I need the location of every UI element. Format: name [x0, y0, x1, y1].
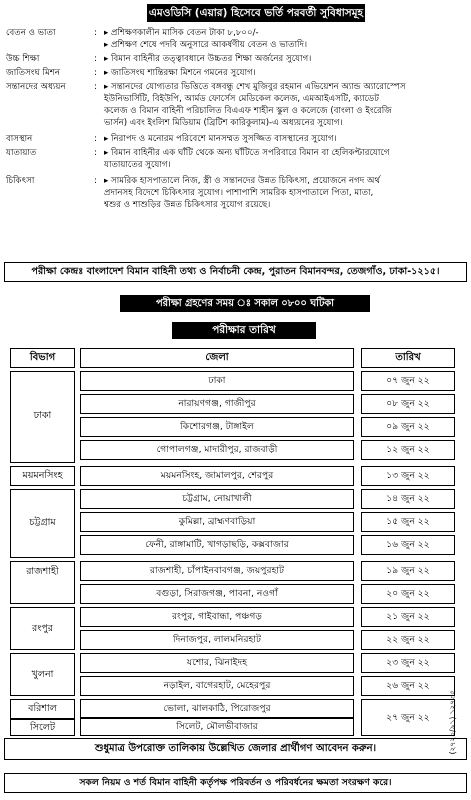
colon: : — [94, 134, 97, 144]
apply-note: শুধুমাত্র উপরোক্ত তালিকায় উল্লেখিত জেলার প্রার্থীগণ আবেদন করুন। — [94, 743, 377, 754]
division-label: রংপুর — [32, 623, 53, 634]
text-line: যাতায়াতের সুযোগ। — [104, 160, 171, 170]
bullet-line: ▸ প্রশিক্ষণকালীন মাসিক বেতন টাকা ৮,৮০০/- — [104, 28, 259, 38]
district-cell: ভোলা, ঝালকাঠি, পিরোজপুর — [80, 699, 354, 718]
footer-box — [4, 773, 467, 793]
date-cell: ১৪ জুন ২২ — [361, 489, 455, 509]
division-label: রাজশাহী — [26, 566, 59, 577]
colon: : — [94, 148, 97, 158]
date-cell: ২২ জুন ২২ — [361, 630, 455, 650]
benefit-label: বাসস্থান — [6, 134, 33, 144]
district-cell: কুমিল্লা, ব্রাহ্মণবাড়িয়া — [80, 512, 354, 532]
date-cell: ১৬ জুন ২২ — [361, 535, 455, 555]
header-date: তারিখ — [361, 348, 455, 368]
benefit-label: যাতায়াত — [6, 148, 37, 158]
benefit-text: ▸ নিরাপদ ও মনোরম পরিবেশে মানসম্মত সুসজ্জিত বাসস্থানের সুযোগ। — [104, 134, 337, 144]
district-cell: সিলেট, মৌলভীবাজার — [80, 718, 354, 736]
division-cell — [10, 653, 75, 696]
header-district: জেলা — [80, 348, 354, 368]
benefits-title: এমওডিসি (এয়ার) হিসেবে ভর্তি পরবর্তী সুবিধাসমূহ — [147, 4, 365, 22]
colon: : — [94, 28, 97, 38]
bullet-line: ▸ বিমান বাহিনীর এক ঘাঁটি থেকে অন্য ঘাঁটিতে সপরিবারে বিমান বা হেলিকপ্টারযোগে — [104, 148, 390, 158]
division-cell — [10, 607, 75, 650]
colon: : — [94, 82, 97, 92]
date-cell: ২০ জুন ২২ — [361, 584, 455, 604]
district-cell: কিশোরগঞ্জ, টাঙ্গাইল — [80, 417, 354, 437]
date-cell: ০৮ জুন ২২ — [361, 394, 455, 414]
district-cell: ফেনী, রাঙ্গামাটি, খাগড়াছড়ি, কক্সবাজার — [80, 535, 354, 555]
district-cell: নড়াইল, বাগেরহাট, মেহেরপুর — [80, 676, 354, 696]
date-cell: ১৯ জুন ২২ — [361, 561, 455, 581]
division-cell — [10, 699, 75, 719]
exam-time: পরীক্ষা গ্রহণের সময় ঃ সকাল ০৮০০ ঘটিকা — [120, 295, 370, 312]
division-label: ময়মনসিংহ — [22, 470, 63, 481]
exam-dates-title: পরীক্ষার তারিখ — [172, 322, 316, 339]
bullet-line: ▸ প্রশিক্ষণ শেষে পদবি অনুসারে আকর্ষণীয় বেতন ও ভাতাদি। — [104, 40, 308, 50]
benefit-row-children-education — [6, 81, 461, 131]
benefit-text — [104, 147, 459, 171]
district-cell: চট্টগ্রাম, নোয়াখালী — [80, 489, 354, 509]
colon: : — [94, 54, 97, 64]
division-cell — [10, 561, 75, 604]
benefit-text — [104, 27, 459, 51]
notice-code: (২৭২০/৯১) ১২৭৩৫ — [448, 690, 457, 755]
colon: : — [94, 176, 97, 186]
division-cell — [10, 371, 75, 463]
benefit-label: জাতিসংঘ মিশন — [6, 68, 60, 78]
date-cell: ২৭ জুন ২২ — [361, 699, 455, 736]
date-cell: ১৫ জুন ২২ — [361, 512, 455, 532]
benefit-label: উচ্চ শিক্ষা — [6, 54, 40, 64]
district-cell: নারায়ণগঞ্জ, গাজীপুর — [80, 394, 354, 414]
benefit-text: ▸ জাতিসংঘ শান্তিরক্ষা মিশনে গমনের সুযোগ। — [104, 68, 256, 78]
division-cell — [10, 719, 75, 736]
benefit-row-salary — [6, 27, 461, 51]
district-cell: ঢাকা — [80, 371, 354, 391]
exam-venue: পরীক্ষা কেন্দ্রঃ বাংলাদেশ বিমান বাহিনী তথ্য ও নির্বাচনী কেন্দ্র, পুরাতন বিমানবন্দর, তেজগাঁও, ঢাকা-১২১৫। — [31, 266, 440, 277]
division-label: ঢাকা — [33, 410, 52, 421]
division-label: খুলনা — [31, 669, 54, 680]
text-line: ভার্সন) এবং ইংলিশ মিডিয়াম (ব্রিটিশ কারিকুলাম)-এ অধ্যয়নের সুযোগ। — [104, 118, 343, 128]
benefit-row-higher-education — [6, 53, 461, 65]
district-cell: বগুড়া, সিরাজগঞ্জ, পাবনা, নওগাঁ — [80, 584, 354, 604]
date-cell: ১২ জুন ২২ — [361, 440, 455, 460]
division-label: চট্টগ্রাম — [29, 517, 56, 528]
footer-note: সকল নিয়ম ও শর্ত বিমান বাহিনী কর্তৃপক্ষ পরিবর্তন ও পরিবর্ধনের ক্ষমতা সংরক্ষণ করে। — [79, 777, 392, 788]
district-cell: রংপুর, গাইবান্ধা, পঞ্চগড় — [80, 607, 354, 627]
benefit-row-medical — [6, 175, 461, 213]
date-cell: ০৭ জুন ২২ — [361, 371, 455, 391]
benefit-label: সন্তানদের অধ্যয়ন — [6, 82, 66, 92]
division-label: সিলেট — [29, 722, 56, 733]
benefit-text — [104, 175, 459, 211]
header-division: বিভাগ — [10, 348, 75, 368]
bullet-line: ▸ সন্তানদের যোগ্যতার ভিত্তিতে বঙ্গবন্ধু শেখ মুজিবুর রহমান এভিয়েশন অ্যান্ড অ্যারোস্পেস — [104, 82, 406, 92]
apply-note-box — [4, 738, 467, 760]
benefit-label: বেতন ও ভাতা — [6, 28, 56, 38]
exam-venue-box — [4, 262, 467, 282]
benefit-row-un-mission — [6, 67, 461, 79]
date-cell: ২৬ জুন ২২ — [361, 676, 455, 696]
date-cell: ০৯ জুন ২২ — [361, 417, 455, 437]
benefit-row-travel — [6, 147, 461, 171]
date-cell: ২৩ জুন ২২ — [361, 653, 455, 673]
text-line: প্রদানসহ বিদেশে চিকিৎসার সুযোগ। পাশাপাশি সামরিক হাসপাতালে পিতা, মাতা, — [104, 188, 374, 198]
date-cell: ২১ জুন ২২ — [361, 607, 455, 627]
benefit-row-housing — [6, 133, 461, 145]
district-cell: দিনাজপুর, লালমনিরহাট — [80, 630, 354, 650]
text-line: ইউনিভার্সিটি, বিইউপি, আর্মড ফোর্সেস মেডিকেল কলেজ, এমআইএসটি, ক্যাডেট — [104, 94, 379, 104]
text-line: কলেজ ও বিমান বাহিনী পরিচালিত বিএএফ শাহীন স্কুল ও কলেজে (বাংলা ও ইংরেজি — [104, 106, 392, 116]
district-cell: যশোর, ঝিনাইদহ — [80, 653, 354, 673]
bullet-line: ▸ সামরিক হাসপাতালে নিজ, স্ত্রী ও সন্তানদের উন্নত চিকিৎসা, প্রয়োজনে নগদ অর্থ — [104, 176, 381, 186]
district-cell: রাজশাহী, চাঁপাইনবাবগঞ্জ, জয়পুরহাট — [80, 561, 354, 581]
colon: : — [94, 68, 97, 78]
date-cell: ১৩ জুন ২২ — [361, 466, 455, 486]
benefit-text: ▸ বিমান বাহিনীর তত্ত্বাবধানে উচ্চতর শিক্ষা অর্জনের সুযোগ। — [104, 54, 312, 64]
benefit-text — [104, 81, 459, 129]
district-cell: ময়মনসিংহ, জামালপুর, শেরপুর — [80, 466, 354, 486]
benefit-label: চিকিৎসা — [6, 176, 35, 186]
division-cell — [10, 489, 75, 558]
division-label: বরিশাল — [28, 703, 57, 714]
district-cell: গোপালগঞ্জ, মাদারীপুর, রাজবাড়ী — [80, 440, 354, 460]
text-line: শ্বশুর ও শাশুড়ির উন্নত চিকিৎসার সুযোগ রয়েছে। — [104, 200, 271, 210]
division-cell — [10, 466, 75, 486]
